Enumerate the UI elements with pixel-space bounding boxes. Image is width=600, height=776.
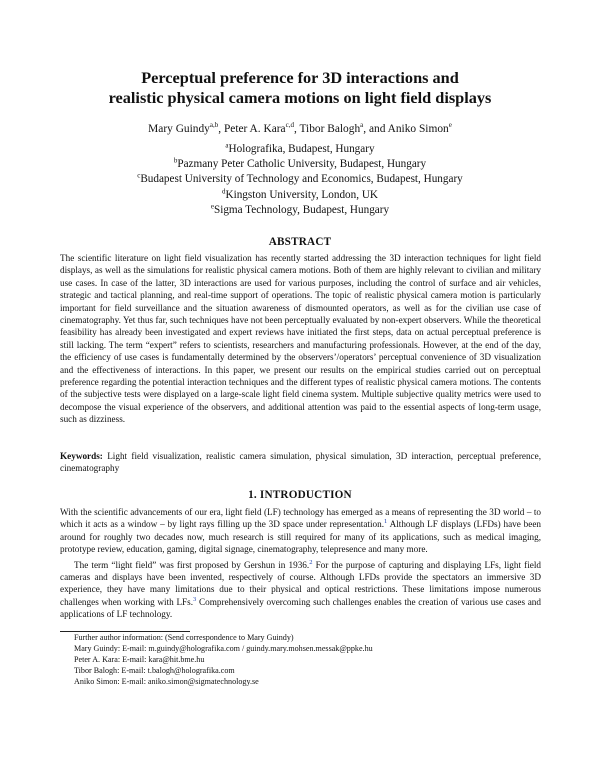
affiliation-text: Sigma Technology, Budapest, Hungary — [214, 203, 390, 216]
citation-link[interactable]: 1 — [384, 518, 388, 526]
footnote-intro: Further author information: (Send correspondence to Mary Guindy) — [74, 633, 294, 642]
affiliation-text: Kingston University, London, UK — [225, 188, 378, 201]
footnote-email-line: Aniko Simon: E-mail: aniko.simon@sigmatechnology.se — [74, 676, 259, 686]
citation-link[interactable]: 3 — [193, 595, 197, 603]
author-name: Mary Guindy — [148, 123, 210, 135]
intro-paragraph-1 — [60, 506, 541, 556]
keywords-text: Light field visualization, realistic camera simulation, physical simulation, 3D interaction, perceptual preference, cinematography — [60, 451, 542, 474]
author-name: Peter A. Kara — [223, 123, 286, 135]
affiliation-text: Pazmany Peter Catholic University, Budapest, Hungary — [177, 158, 427, 171]
affiliation-text: Budapest University of Technology and Economics, Budapest, Hungary — [140, 173, 463, 186]
abstract-text: The scientific literature on light field visualization has recently started addressing the 3D interaction techniques for light field displays, as well as the simulations for realistic physical camera motions. Both of them are highly relevant to civilian and military use cases. In case of the latter, 3D interactions are used for various purposes, including the control of surface and air vehicles, strategic and tactical planning, and real-time support of operations. The topic of realistic physical camera motion is particularly important for field surveillance and the situation awareness of dismounted operators, as well as for the civilian use case of cinematography. Yet thus far, such techniques have not been perceptually evaluated by non-expert observers. While the theoretical feasibility has already been investigated and expert reviews have initiated the first steps, data on actual perceptual preference is still lacking. The term “expert” refers to scientists, researchers and manufacturing professionals. However, at the end of the day, the efficiency of use cases is fundamentally determined by the observers’/operators’ perceptual convenience of 3D visualization and the effectiveness of interactions. In this paper, we present our results on the empirical studies carried out on perceptual preference regarding the potential interaction techniques and the different types of realistic physical camera motions. The contents of the subjective tests were displayed on a large-scale light field cinema system. Multiple subjective quality metrics were used to decompose the visual experience of the observers, and additional attention was paid to the essential aspects of long-term usage, such as dizziness. — [60, 253, 541, 425]
paragraph-text: For the purpose of capturing and displaying LFs, light field cameras and displays have been invented, respectively of course. Although LFDs provide the spectators an immersive 3D experience, they have many limitations due to their physical and optical restrictions. These limitations impose numerous challenges when working with LFs. — [60, 559, 541, 607]
footnote-divider — [60, 631, 190, 632]
author-name: Tibor Balogh — [299, 123, 361, 135]
author-affil-mark: e — [448, 121, 452, 130]
footnote-email-line: Mary Guindy: E-mail: m.guindy@holografika.com / guindy.mary.mohsen.messak@ppke.hu — [74, 643, 373, 653]
keywords-label: Keywords: — [60, 451, 103, 461]
title-line-2: realistic physical camera motions on light field displays — [108, 88, 492, 107]
abstract-body — [60, 252, 541, 426]
abstract-heading: ABSTRACT — [268, 236, 332, 248]
introduction-body — [60, 506, 541, 621]
paragraph-text: Comprehensively overcoming such challenges enables the creation of various use cases and applications of LF technology. — [60, 596, 541, 620]
paper-title — [60, 68, 540, 108]
affiliation-mark: a — [225, 141, 229, 150]
paragraph-text: The term “light field” was first proposed by Gershun in 1936. — [74, 559, 310, 570]
affiliation-mark: e — [210, 202, 214, 211]
affiliation — [60, 188, 540, 203]
author-list — [40, 123, 560, 135]
keywords-block — [60, 450, 541, 475]
affiliation — [60, 142, 540, 157]
author-affil-mark: c,d — [285, 121, 294, 130]
author-separator: , and — [363, 123, 388, 135]
author-separator: , — [293, 123, 300, 135]
section-heading-introduction: 1. INTRODUCTION — [248, 489, 352, 501]
affiliation-mark: d — [222, 186, 226, 195]
affiliation-mark: c — [137, 171, 141, 180]
author-affil-mark: a,b — [209, 121, 219, 130]
paragraph-text: With the scientific advancements of our era, light field (LF) technology has emerged as a means of representing the 3D world – to which it acts as a window – by light rays filling up the 3D space under representation. — [60, 507, 541, 530]
title-line-1: Perceptual preference for 3D interactions and — [141, 68, 459, 87]
author-name: Aniko Simon — [387, 123, 449, 135]
intro-paragraph-2 — [60, 559, 541, 621]
affiliation-text: Holografika, Budapest, Hungary — [228, 143, 375, 155]
author-footnote — [60, 633, 540, 688]
author-separator: , — [218, 123, 224, 135]
affiliation-list — [60, 142, 540, 218]
affiliation — [60, 203, 540, 218]
affiliation — [60, 157, 540, 172]
author-affil-mark: a — [360, 121, 364, 130]
footnote-email-line: Tibor Balogh: E-mail: t.balogh@holografika.com — [74, 665, 235, 675]
paragraph-text: Although LF displays (LFDs) have been around for roughly two decades now, much research is still required for many of its applications, such as medical imaging, prototype review, education, gaming, digital signage, cinematography, telepresence and many more. — [60, 519, 541, 555]
citation-link[interactable]: 2 — [309, 558, 313, 566]
affiliation-mark: b — [173, 156, 178, 165]
footnote-email-line: Peter A. Kara: E-mail: kara@hit.bme.hu — [74, 654, 205, 664]
affiliation — [60, 172, 540, 187]
